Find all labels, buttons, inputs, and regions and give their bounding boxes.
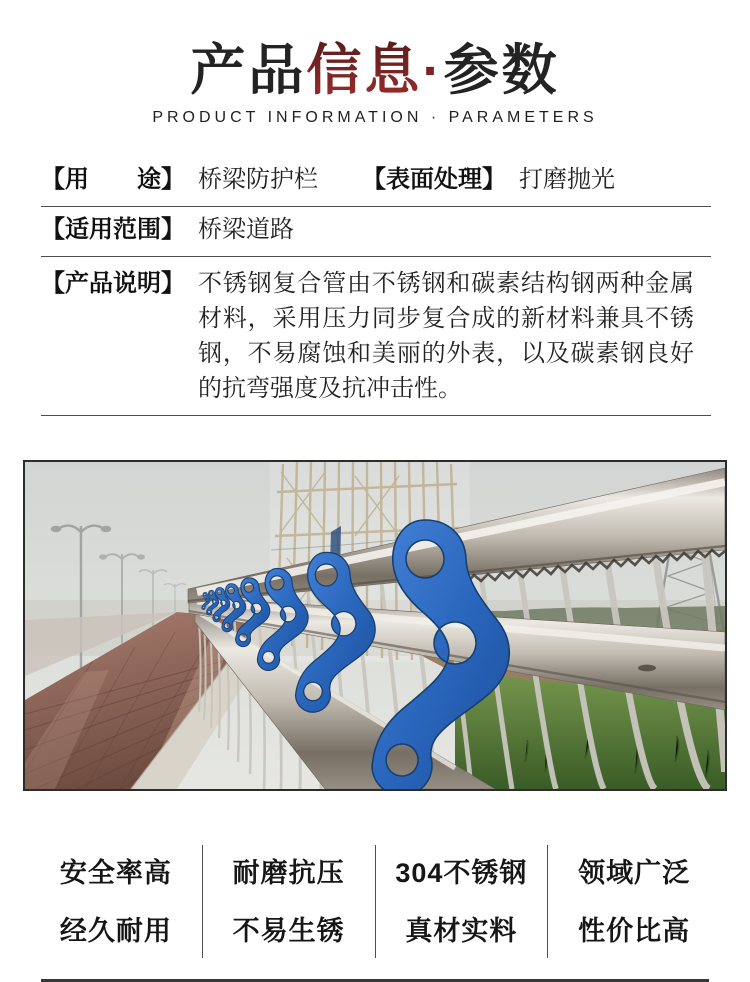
spec-pair [41, 266, 694, 406]
spec-label: 【用 途】 [41, 166, 185, 193]
spec-row-usage [41, 157, 711, 207]
feature-line1: 耐磨抗压 [232, 858, 345, 888]
feature-line2: 经久耐用 [59, 916, 172, 946]
feature-wide-use [547, 845, 720, 958]
feature-line2: 性价比高 [578, 916, 691, 946]
spec-row-scope [41, 207, 711, 257]
product-photo [23, 460, 727, 791]
spec-value-paragraph: 不锈钢复合管由不锈钢和碳素结构钢两种金属材料，采用压力同步复合成的新材料兼具不锈钢，不易腐蚀和美丽的外表，以及碳素钢良好的抗弯强度及抗冲击性。 [198, 270, 694, 402]
spec-pair [41, 212, 294, 247]
page-header [0, 0, 750, 127]
title-part-red: 信息· [306, 39, 444, 101]
spec-row-description [41, 257, 711, 416]
feature-304-steel [375, 845, 548, 958]
spec-pair [41, 162, 318, 197]
feature-line2: 不易生锈 [232, 916, 345, 946]
feature-line1: 304不锈钢 [395, 858, 528, 888]
page-title [0, 40, 750, 100]
spec-label: 【适用范围】 [41, 216, 185, 243]
bridge-photo-illustration [25, 462, 725, 789]
spec-table [41, 157, 711, 416]
feature-strip [30, 845, 720, 958]
feature-line1: 领域广泛 [578, 858, 691, 888]
spec-value: 桥梁道路 [198, 216, 294, 243]
title-part-dark-right: 参数 [443, 39, 560, 101]
page-subtitle: PRODUCT INFORMATION · PARAMETERS [152, 109, 598, 126]
feature-wear-resistant [202, 845, 375, 958]
feature-line1: 安全率高 [59, 858, 172, 888]
spec-label: 【表面处理】 [362, 166, 506, 193]
title-part-dark-left: 产品 [190, 39, 307, 101]
feature-line2: 真材实料 [405, 916, 518, 946]
spec-value: 打磨抛光 [519, 166, 615, 193]
spec-pair [362, 162, 615, 197]
spec-value: 桥梁防护栏 [198, 166, 318, 193]
feature-safety [30, 845, 202, 958]
spec-label: 【产品说明】 [41, 270, 185, 297]
